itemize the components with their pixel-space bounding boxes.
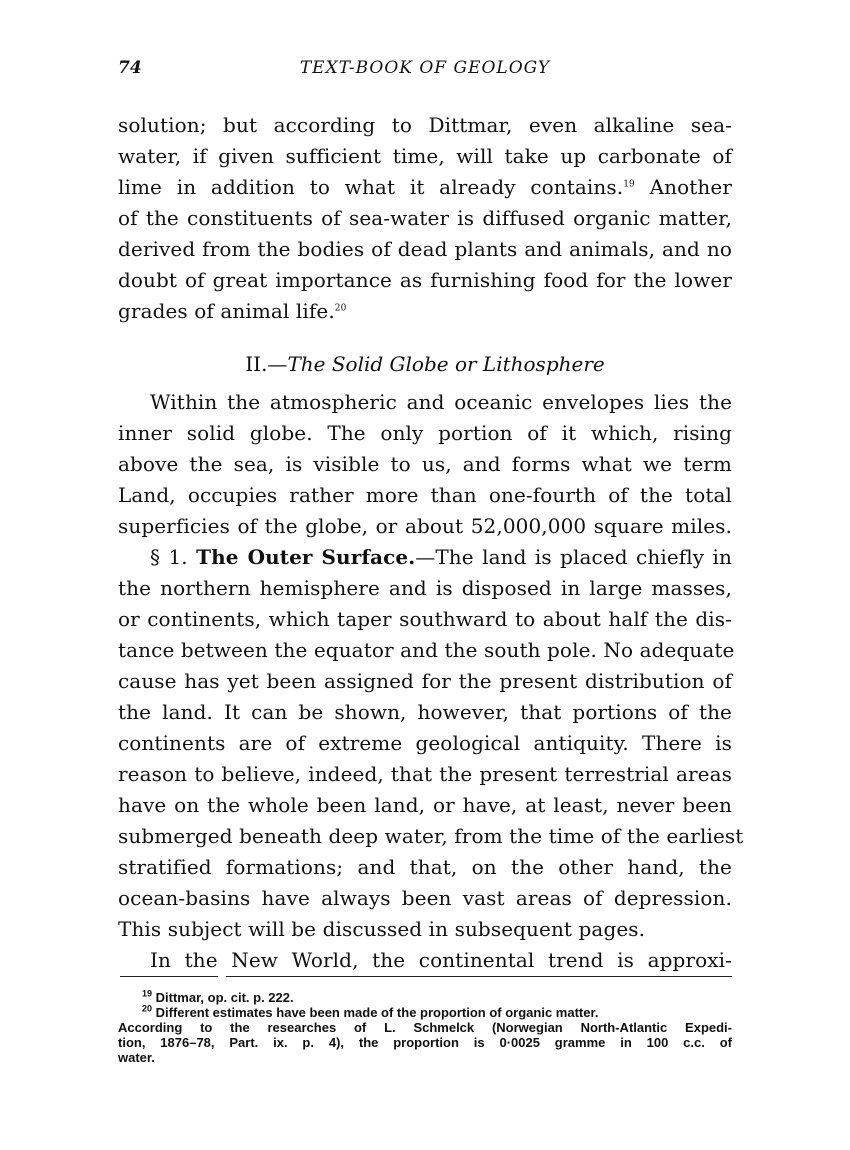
- text-line: In the New World, the continental trend is approxi-: [150, 948, 732, 972]
- subsection-title: The Outer Surface.: [196, 545, 416, 569]
- text-line: water, if given sufficient time, will take up carbonate of: [118, 144, 732, 168]
- text-line: Within the atmospheric and oceanic envelopes lies the: [150, 390, 732, 414]
- section-title: The Solid Globe or Lithosphere: [287, 352, 605, 376]
- footnote-rule-long: [226, 976, 732, 977]
- text-line: of the constituents of sea-water is diffused organic matter,: [118, 206, 732, 230]
- footnote-ref-20[interactable]: 20: [334, 303, 347, 314]
- section-heading: [118, 349, 732, 379]
- footnote-rule-short: [120, 976, 218, 977]
- text-line: This subject will be discussed in subsequent pages.: [118, 917, 646, 941]
- text-line: the land. It can be shown, however, that portions of the: [118, 700, 732, 724]
- footnotes: [118, 990, 732, 1065]
- text-line: inner solid globe. The only portion of it which, rising: [118, 421, 732, 445]
- text-line: reason to believe, indeed, that the present terrestrial areas: [118, 762, 732, 786]
- text-line: superficies of the globe, or about 52,000,000 square miles.: [118, 514, 732, 538]
- paragraph-inner-globe: [118, 387, 732, 542]
- footnote-19: [118, 990, 732, 1005]
- text-line: submerged beneath deep water, from the time of the earliest: [118, 824, 744, 848]
- text-line: stratified formations; and that, on the other hand, the: [118, 855, 732, 879]
- text-line: the northern hemisphere and is disposed in large masses,: [118, 576, 732, 600]
- text-line: or continents, which taper southward to about half the dis-: [118, 607, 732, 631]
- running-head: [118, 58, 732, 88]
- text-line: derived from the bodies of dead plants and animals, and no: [118, 237, 732, 261]
- footnote-20: [118, 1005, 732, 1020]
- text-line: [118, 172, 732, 203]
- text-run: Another: [634, 175, 732, 199]
- text-run: grades of animal life.: [118, 299, 335, 323]
- paragraph-outer-surface: [118, 542, 744, 945]
- running-title: TEXT-BOOK OF GEOLOGY: [299, 58, 551, 78]
- paragraph-new-world: [118, 945, 732, 976]
- text-line: have on the whole been land, or have, at least, never been: [118, 793, 732, 817]
- footnote-ref-19[interactable]: 19: [623, 179, 635, 190]
- text-line: Land, occupies rather more than one-fourth of the total: [118, 483, 732, 507]
- text-line: above the sea, is visible to us, and forms what we term: [118, 452, 732, 476]
- text-line: doubt of great importance as furnishing food for the lower: [118, 268, 732, 292]
- footnote-mark-19: 19: [142, 988, 153, 999]
- text-line: [118, 542, 732, 573]
- text-line: cause has yet been assigned for the present distribution of: [118, 669, 732, 693]
- text-run: lime in addition to what it already contains.: [118, 175, 624, 199]
- text-line: [118, 296, 732, 327]
- text-run: —The land is placed chiefly in: [415, 545, 733, 569]
- section-number: II.—: [245, 352, 288, 376]
- footnote-line: According to the researches of L. Schmelck (Norwegian North-Atlantic Expedi-: [118, 1020, 732, 1035]
- text-line: tance between the equator and the south pole. No adequate: [118, 638, 735, 662]
- footnote-text: Dittmar, op. cit. p. 222.: [152, 990, 294, 1005]
- text-line: ocean-basins have always been vast areas of depression.: [118, 886, 732, 910]
- footnote-line: tion, 1876–78, Part. ix. p. 4), the proportion is 0·0025 gramme in 100 c.c. of: [118, 1035, 732, 1050]
- footnote-text: Different estimates have been made of the proportion of organic matter.: [152, 1005, 599, 1020]
- paragraph-sea-water: [118, 110, 732, 327]
- text-line: solution; but according to Dittmar, even alkaline sea-: [118, 113, 732, 137]
- subsection-number: § 1.: [150, 545, 197, 569]
- footnote-mark-20: 20: [142, 1003, 153, 1014]
- footnote-line: water.: [118, 1050, 155, 1065]
- page-number: 74: [118, 58, 142, 78]
- book-page: [118, 58, 744, 1065]
- text-line: continents are of extreme geological antiquity. There is: [118, 731, 732, 755]
